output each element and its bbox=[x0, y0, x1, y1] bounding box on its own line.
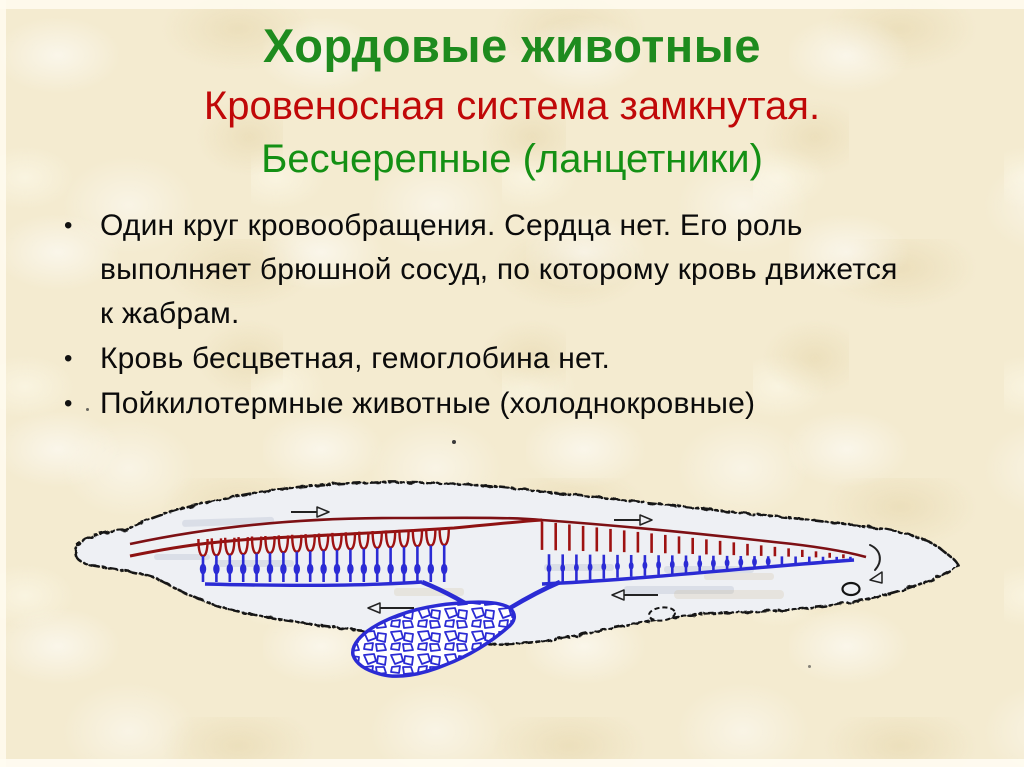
bullet-list bbox=[56, 204, 940, 427]
tail-vessel-oval bbox=[843, 583, 860, 595]
bullet-marker: • bbox=[64, 390, 73, 417]
slide-subtitle-red: Кровеносная система замкнутая. bbox=[203, 83, 821, 128]
stray-dot-mark bbox=[86, 408, 89, 411]
slide-border-top bbox=[0, 0, 1024, 9]
bullet-marker: • bbox=[64, 212, 73, 239]
bullet-text: Кровь бесцветная, гемоглобина нет. bbox=[100, 342, 611, 375]
bullet-text: Пойкилотермные животные (холоднокровные) bbox=[100, 387, 756, 420]
slide-title: Хордовые животные bbox=[263, 19, 761, 72]
bullet-item bbox=[56, 204, 940, 336]
bullet-item bbox=[56, 337, 940, 381]
bullet-text: Один круг кровообращения. Сердца нет. Его роль выполняет брюшной сосуд, по которому кровь движется к жабрам. bbox=[100, 209, 898, 330]
slide-subtitle-green: Бесчерепные (ланцетники) bbox=[261, 136, 763, 181]
stray-dot-mark bbox=[452, 440, 456, 444]
slide-border-bottom bbox=[0, 759, 1024, 767]
lancelet-figure bbox=[64, 468, 960, 710]
bullet-marker: • bbox=[64, 345, 73, 372]
title-block bbox=[0, 20, 1024, 181]
bullet-item bbox=[56, 382, 940, 426]
